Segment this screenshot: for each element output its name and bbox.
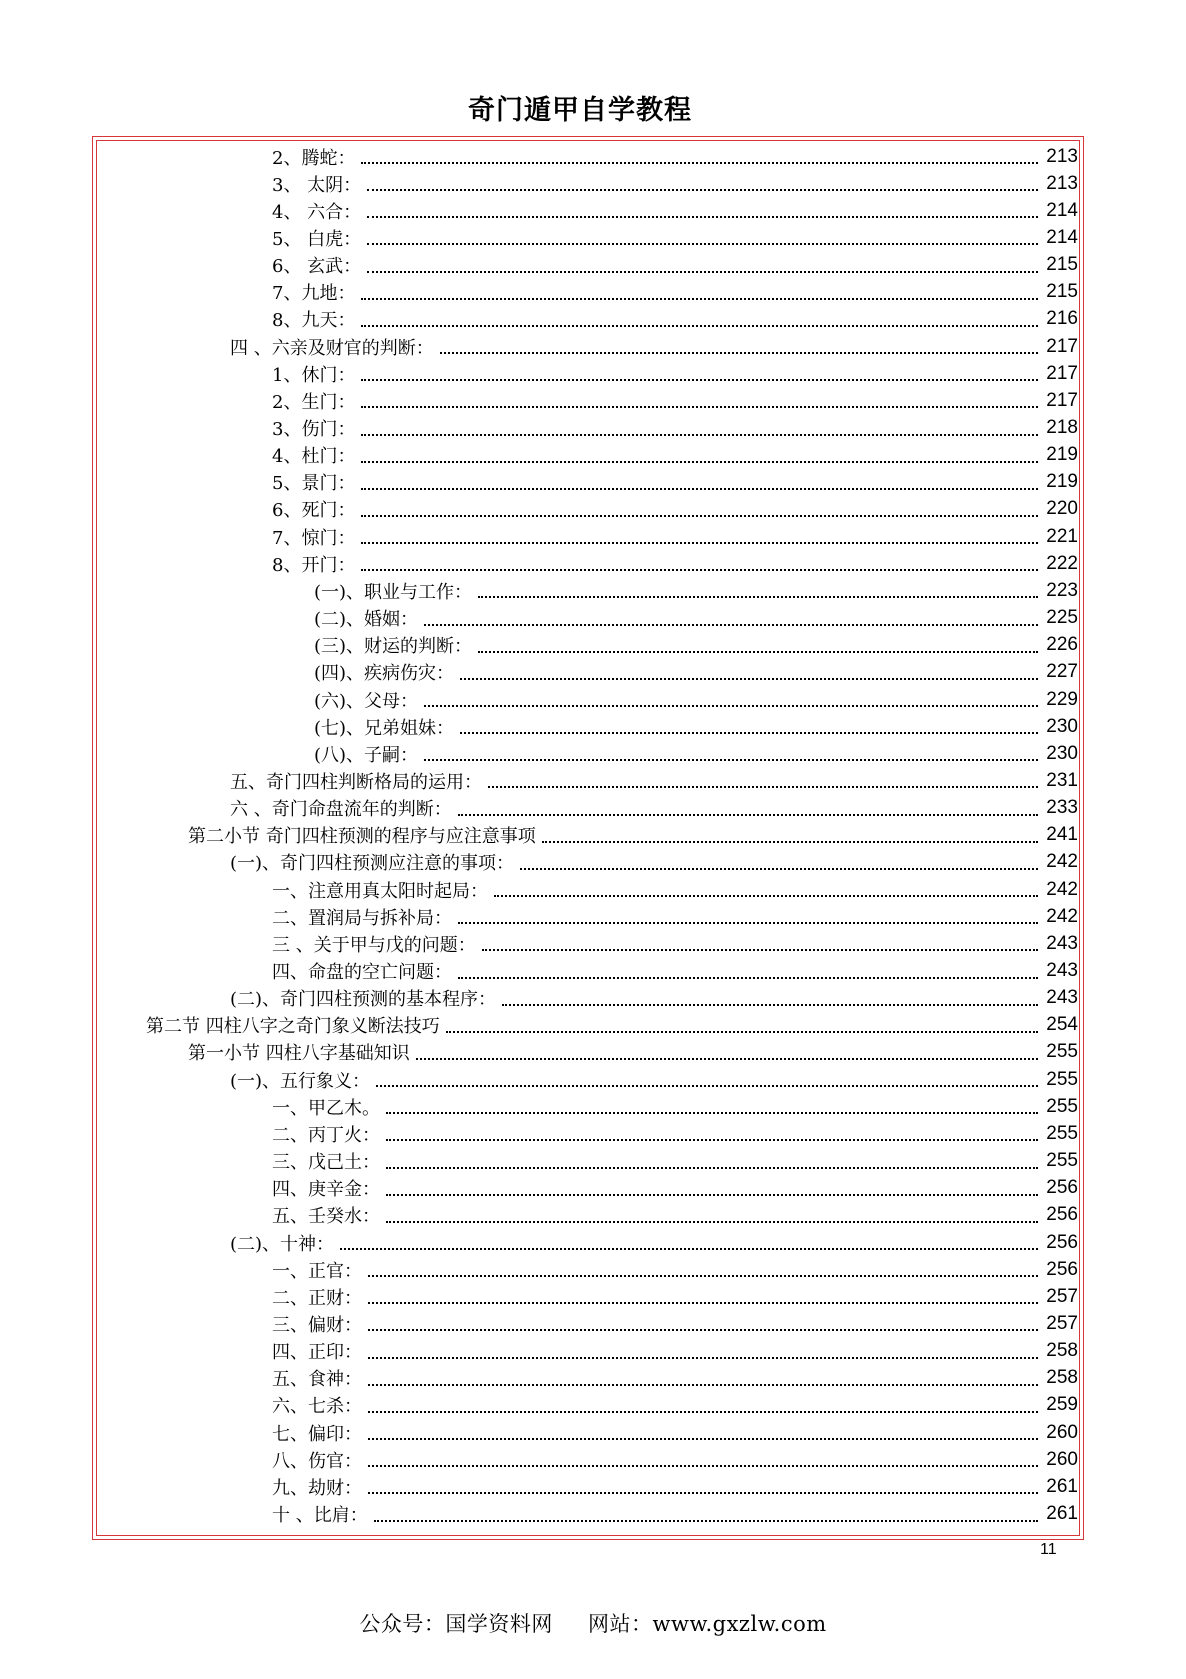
toc-entry-label: 四、命盘的空亡问题：: [272, 962, 452, 983]
toc-entry-page: 256: [1046, 1204, 1078, 1226]
toc-entry-page: 258: [1046, 1367, 1078, 1389]
footer-website: 网站：www.gxzlw.com: [588, 1612, 827, 1636]
toc-entry[interactable]: [230, 795, 1078, 822]
toc-dot-leader: [458, 795, 1038, 822]
toc-dot-leader: [368, 1392, 1038, 1419]
toc-dot-leader: [460, 713, 1038, 740]
toc-entry-page: 230: [1046, 715, 1078, 737]
toc-dot-leader: [368, 1283, 1038, 1310]
toc-entry-label: (三)、财运的判断：: [314, 636, 473, 658]
toc-entry[interactable]: [272, 958, 1078, 985]
toc-dot-leader: [340, 1229, 1038, 1256]
toc-entry[interactable]: [272, 1338, 1078, 1365]
toc-entry-page: 255: [1046, 1150, 1078, 1172]
toc-entry-page: 216: [1046, 308, 1078, 330]
toc-entry[interactable]: [272, 279, 1078, 306]
toc-entry[interactable]: [188, 822, 1078, 849]
toc-dot-leader: [424, 605, 1038, 632]
toc-entry-label: 六、七杀：: [272, 1396, 362, 1418]
toc-entry[interactable]: [272, 496, 1078, 523]
toc-entry-label: 5、 白虎：: [272, 228, 362, 250]
toc-entry-page: 257: [1046, 1312, 1078, 1334]
toc-entry[interactable]: [272, 1120, 1078, 1147]
toc-entry-label: (七)、兄弟姐妹：: [314, 717, 455, 739]
toc-entry[interactable]: [314, 659, 1078, 686]
toc-entry-page: 243: [1046, 932, 1078, 954]
toc-entry[interactable]: [230, 1066, 1078, 1093]
toc-entry-page: 255: [1046, 1068, 1078, 1090]
toc-entry[interactable]: [272, 903, 1078, 930]
toc-dot-leader: [361, 496, 1038, 523]
toc-entry[interactable]: [272, 387, 1078, 414]
toc-entry-label: 第一小节 四柱八字基础知识: [188, 1043, 410, 1065]
toc-entry-label: 第二小节 奇门四柱预测的程序与应注意事项: [188, 826, 536, 848]
toc-entry-label: 二、置润局与拆补局：: [272, 907, 452, 929]
toc-entry[interactable]: [272, 1501, 1078, 1528]
toc-dot-leader: [361, 360, 1038, 387]
toc-entry[interactable]: [272, 523, 1078, 550]
toc-entry-label: 3、 太阴：: [272, 174, 362, 196]
toc-entry-page: 226: [1046, 634, 1078, 656]
toc-entry-label: 三 、关于甲与戊的问题：: [272, 934, 476, 956]
toc-dot-leader: [361, 306, 1038, 333]
toc-entry-label: 6、死门：: [272, 500, 356, 522]
toc-entry[interactable]: [272, 306, 1078, 333]
toc-entry-page: 215: [1046, 281, 1078, 303]
toc-entry-label: 8、九天：: [272, 310, 356, 332]
toc-dot-leader: [368, 1338, 1038, 1365]
toc-entry-label: 一、正官：: [272, 1260, 362, 1282]
toc-entry-page: 229: [1046, 688, 1078, 710]
toc-entry-page: 213: [1046, 172, 1078, 194]
toc-dot-leader: [368, 1256, 1038, 1283]
toc-entry[interactable]: [272, 1365, 1078, 1392]
toc-entry[interactable]: [272, 1473, 1078, 1500]
toc-entry[interactable]: [272, 1419, 1078, 1446]
toc-entry-page: 261: [1046, 1475, 1078, 1497]
toc-entry-page: 258: [1046, 1340, 1078, 1362]
toc-entry-label: 7、九地：: [272, 283, 356, 305]
toc-entry-page: 217: [1046, 335, 1078, 357]
toc-entry[interactable]: [272, 1446, 1078, 1473]
toc-entry[interactable]: [272, 1202, 1078, 1229]
toc-entry[interactable]: [272, 550, 1078, 577]
toc-dot-leader: [440, 333, 1038, 360]
toc-entry-label: 7、惊门：: [272, 527, 356, 549]
toc-entry-label: 2、生门：: [272, 391, 356, 413]
toc-entry-label: 三、戊己土：: [272, 1152, 380, 1174]
toc-entry[interactable]: [230, 985, 1078, 1012]
toc-dot-leader: [361, 523, 1038, 550]
toc-entry-page: 241: [1046, 824, 1078, 846]
toc-entry-label: 一、注意用真太阳时起局：: [272, 880, 488, 902]
toc-entry-label: 三、偏财：: [272, 1314, 362, 1336]
toc-entry-page: 221: [1046, 525, 1078, 547]
toc-entry-label: 四、庚辛金：: [272, 1179, 380, 1201]
toc-entry-label: 九、劫财：: [272, 1477, 362, 1499]
toc-entry-label: 七、偏印：: [272, 1423, 362, 1445]
toc-entry[interactable]: [188, 1039, 1078, 1066]
toc-entry-label: (二)、奇门四柱预测的基本程序：: [230, 989, 497, 1011]
toc-entry-label: 六 、奇门命盘流年的判断：: [230, 799, 452, 821]
footer: [0, 1608, 1186, 1638]
toc-entry[interactable]: [272, 1310, 1078, 1337]
toc-entry-label: 第二节 四柱八字之奇门象义断法技巧: [146, 1016, 440, 1038]
toc-dot-leader: [361, 469, 1038, 496]
toc-dot-leader: [446, 1012, 1038, 1039]
toc-entry-label: 五、壬癸水：: [272, 1206, 380, 1228]
toc-entry-label: 5、景门：: [272, 473, 356, 495]
toc-entry[interactable]: [272, 930, 1078, 957]
page-number: 11: [1040, 1541, 1057, 1558]
toc-dot-leader: [424, 740, 1038, 767]
toc-entry[interactable]: [272, 442, 1078, 469]
toc-dot-leader: [376, 1066, 1038, 1093]
toc-entry-page: 213: [1046, 145, 1078, 167]
toc-entry-page: 256: [1046, 1231, 1078, 1253]
toc-entry[interactable]: [272, 1256, 1078, 1283]
toc-dot-leader: [458, 903, 1038, 930]
toc-entry-page: 243: [1046, 987, 1078, 1009]
toc-entry-label: 十 、比肩：: [272, 1505, 368, 1526]
toc-entry-page: 225: [1046, 607, 1078, 629]
toc-entry[interactable]: [314, 605, 1078, 632]
toc-entry-page: 255: [1046, 1041, 1078, 1063]
toc-entry-page: 243: [1046, 960, 1078, 981]
toc-dot-leader: [478, 577, 1038, 604]
toc-entry-page: 214: [1046, 199, 1078, 221]
toc-entry[interactable]: [314, 577, 1078, 604]
toc-entry-page: 257: [1046, 1285, 1078, 1307]
page-title: 奇门遁甲自学教程: [468, 95, 692, 126]
toc-entry-page: 254: [1046, 1014, 1078, 1036]
toc-entry-label: 2、腾蛇：: [272, 147, 356, 169]
toc-entry-label: 4、 六合：: [272, 201, 362, 223]
toc-dot-leader: [368, 1419, 1038, 1446]
toc-dot-leader: [368, 1310, 1038, 1337]
toc-entry-page: 255: [1046, 1095, 1078, 1117]
toc-dot-leader: [502, 985, 1038, 1012]
toc-dot-leader: [460, 659, 1038, 686]
toc-entry-label: 3、伤门：: [272, 419, 356, 440]
toc-entry-page: 256: [1046, 1177, 1078, 1199]
toc-entry-page: 231: [1046, 769, 1078, 791]
toc-dot-leader: [367, 224, 1038, 251]
toc-entry[interactable]: [272, 876, 1078, 903]
toc-entry-label: 四 、六亲及财官的判断：: [230, 337, 434, 359]
toc-entry-label: 1、休门：: [272, 364, 356, 386]
toc-entry-label: 4、杜门：: [272, 446, 356, 468]
toc-dot-leader: [361, 442, 1038, 469]
toc-entry[interactable]: [230, 767, 1078, 794]
toc-dot-leader: [361, 143, 1038, 170]
toc-entry[interactable]: [272, 224, 1078, 251]
toc-dot-leader: [542, 822, 1038, 849]
toc-dot-leader: [482, 930, 1038, 957]
toc-entry-label: 一、甲乙木。: [272, 1097, 380, 1119]
toc-dot-leader: [368, 1473, 1038, 1500]
toc-entry[interactable]: [272, 415, 1078, 442]
toc-entry[interactable]: [314, 713, 1078, 740]
toc-entry-label: (六)、父母：: [314, 690, 419, 712]
toc-entry[interactable]: [272, 1283, 1078, 1310]
toc-entry-page: 259: [1046, 1394, 1078, 1416]
toc-entry[interactable]: [272, 252, 1078, 279]
toc-entry-page: 260: [1046, 1448, 1078, 1470]
toc-entry[interactable]: [314, 686, 1078, 713]
toc-dot-leader: [368, 1365, 1038, 1392]
toc-dot-leader: [361, 415, 1038, 442]
toc-entry[interactable]: [230, 849, 1078, 876]
toc-entry-page: 242: [1046, 905, 1078, 927]
toc-entry-label: 五、奇门四柱判断格局的运用：: [230, 771, 482, 793]
toc-entry-page: 260: [1046, 1421, 1078, 1443]
toc-entry-page: 261: [1046, 1503, 1078, 1524]
toc-entry-label: (四)、疾病伤灾：: [314, 663, 455, 685]
toc-entry-label: 二、丙丁火：: [272, 1124, 380, 1146]
toc-entry-label: 五、食神：: [272, 1369, 362, 1391]
toc-dot-leader: [458, 958, 1038, 985]
toc-entry-label: (八)、子嗣：: [314, 744, 419, 766]
toc-entry[interactable]: [272, 1175, 1078, 1202]
toc-entry[interactable]: [272, 469, 1078, 496]
toc-dot-leader: [520, 849, 1038, 876]
toc-entry[interactable]: [314, 632, 1078, 659]
toc-entry[interactable]: [146, 1012, 1078, 1039]
toc-dot-leader: [367, 252, 1038, 279]
toc-dot-leader: [386, 1120, 1038, 1147]
toc-dot-leader: [386, 1148, 1038, 1175]
toc-entry[interactable]: [272, 170, 1078, 197]
toc-entry-page: 217: [1046, 389, 1078, 411]
toc-entry-page: 242: [1046, 851, 1078, 873]
toc-dot-leader: [478, 632, 1038, 659]
toc-dot-leader: [424, 686, 1038, 713]
toc-entry-page: 218: [1046, 417, 1078, 438]
toc-entry-label: 8、开门：: [272, 554, 356, 576]
toc-entry-page: 219: [1046, 444, 1078, 466]
toc-dot-leader: [386, 1175, 1038, 1202]
toc-entry[interactable]: [272, 1093, 1078, 1120]
toc-dot-leader: [386, 1093, 1038, 1120]
toc-entry-label: (二)、十神：: [230, 1233, 335, 1255]
toc-entry-label: 6、 玄武：: [272, 256, 362, 278]
toc-entry-label: (一)、职业与工作：: [314, 581, 473, 603]
toc-entry-label: 二、正财：: [272, 1287, 362, 1309]
toc-entry-page: 215: [1046, 254, 1078, 276]
toc-dot-leader: [386, 1202, 1038, 1229]
toc-dot-leader: [367, 170, 1038, 197]
toc-entry-label: (一)、奇门四柱预测应注意的事项：: [230, 853, 515, 875]
toc-entry-page: 222: [1046, 552, 1078, 574]
toc-entry[interactable]: [272, 1392, 1078, 1419]
toc-entry-page: 220: [1046, 498, 1078, 520]
toc-entry-page: 233: [1046, 797, 1078, 819]
toc-entry[interactable]: [272, 1148, 1078, 1175]
toc-entry[interactable]: [314, 740, 1078, 767]
toc-dot-leader: [361, 550, 1038, 577]
toc-entry-page: 223: [1046, 579, 1078, 601]
toc-entry[interactable]: [272, 143, 1078, 170]
toc-dot-leader: [368, 1446, 1038, 1473]
toc-dot-leader: [374, 1501, 1038, 1528]
toc-dot-leader: [367, 197, 1038, 224]
toc-dot-leader: [488, 767, 1038, 794]
toc-dot-leader: [361, 279, 1038, 306]
toc-dot-leader: [416, 1039, 1038, 1066]
toc-entry-page: 214: [1046, 226, 1078, 248]
toc-entry-page: 242: [1046, 878, 1078, 900]
toc-entry-page: 227: [1046, 661, 1078, 683]
toc-dot-leader: [494, 876, 1038, 903]
toc-dot-leader: [361, 387, 1038, 414]
toc-entry-page: 217: [1046, 362, 1078, 384]
footer-wechat: 公众号：国学资料网: [359, 1612, 553, 1636]
toc-entry-page: 256: [1046, 1258, 1078, 1280]
toc-entry-label: 八、伤官：: [272, 1450, 362, 1472]
toc-entry[interactable]: [272, 360, 1078, 387]
toc-entry-label: (二)、婚姻：: [314, 609, 419, 631]
toc-entry-label: 四、正印：: [272, 1342, 362, 1364]
toc-entry[interactable]: [230, 1229, 1078, 1256]
toc-entry-page: 219: [1046, 471, 1078, 493]
toc-entry-page: 255: [1046, 1122, 1078, 1144]
toc-entry[interactable]: [230, 333, 1078, 360]
toc-entry-page: 230: [1046, 742, 1078, 764]
toc-entry[interactable]: [272, 197, 1078, 224]
toc-entry-label: (一)、五行象义：: [230, 1070, 371, 1092]
